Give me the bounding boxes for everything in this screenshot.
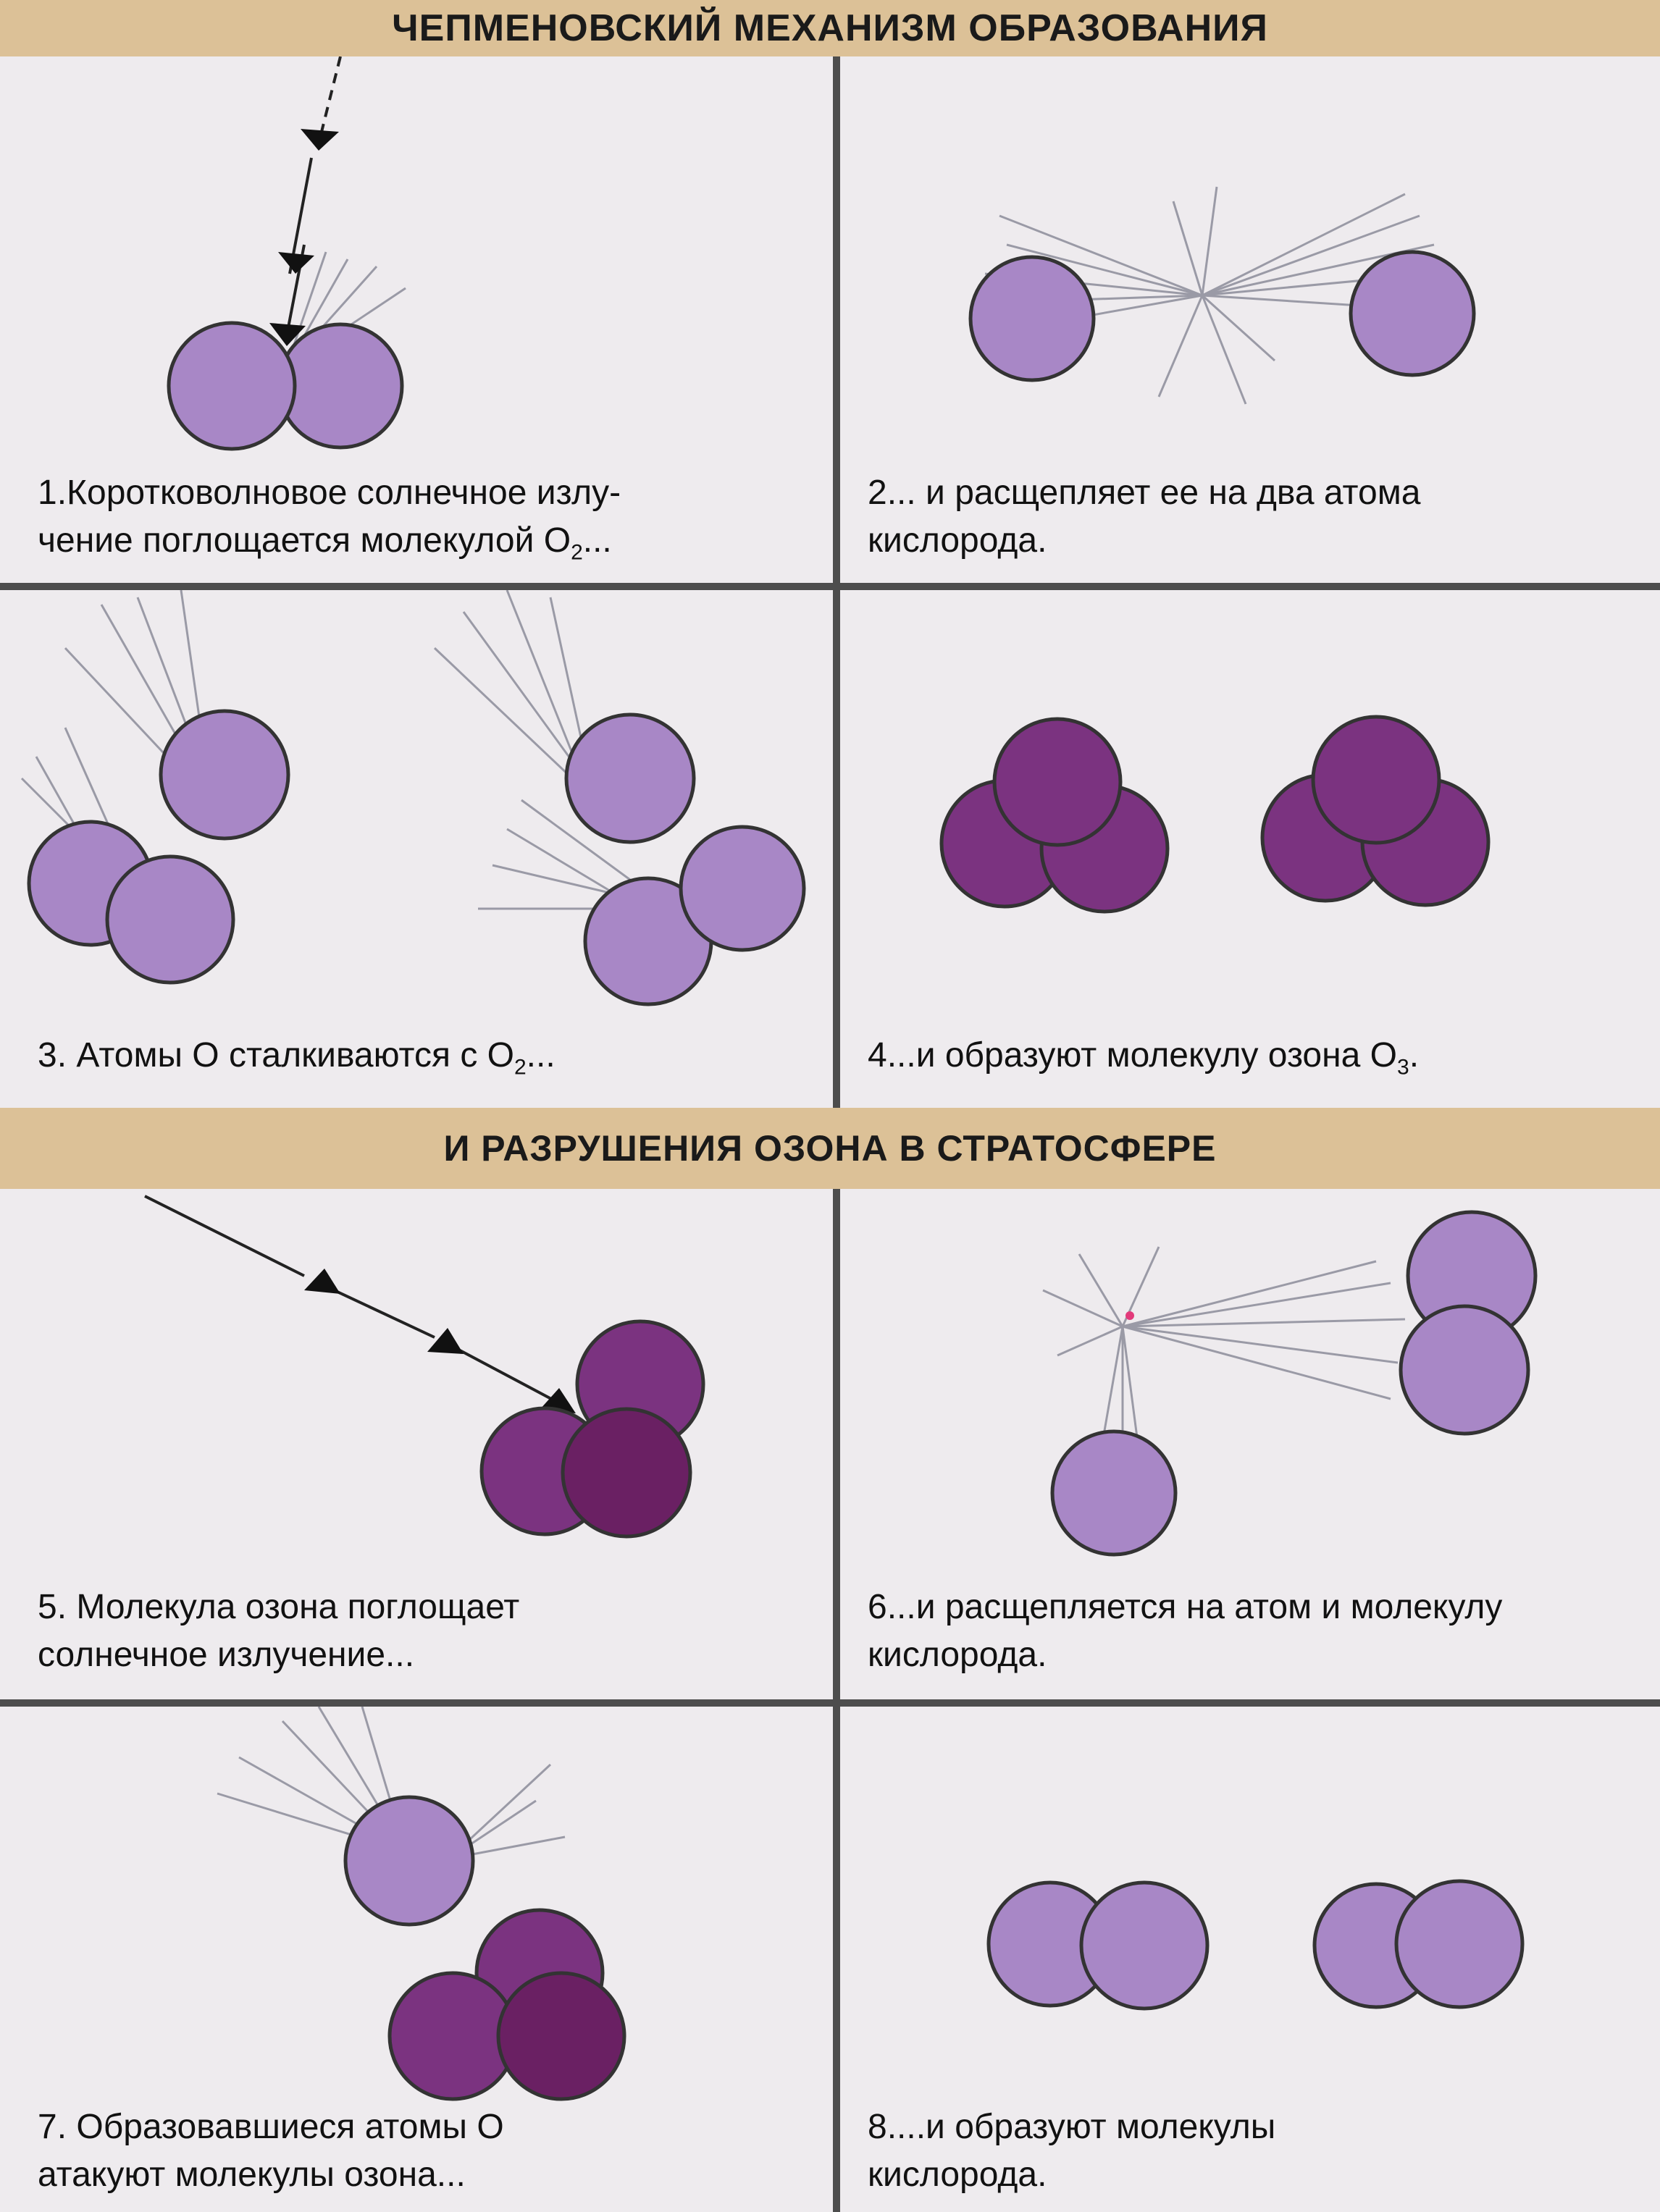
panel-step-8 (840, 1707, 1660, 2212)
caption-step-3-text: 3. Атомы О сталкиваются с O (38, 1036, 514, 1075)
caption-step-3 (38, 1032, 818, 1092)
caption-step-4-line1 (868, 1032, 1646, 1092)
caption-step-8-line1: 8....и образуют молекулы (868, 2108, 1276, 2146)
caption-step-5 (38, 1584, 818, 1679)
caption-step-1-line1: 1.Коротковолновое солнечное излу- (38, 474, 621, 512)
title-banner-top (0, 0, 1660, 56)
caption-step-8 (868, 2103, 1646, 2199)
panel-step-6 (840, 1189, 1660, 1699)
caption-step-6-line1: 6...и расщепляется на атом и молекулу (868, 1588, 1503, 1626)
title-top: ЧЕПМЕНОВСКИЙ МЕХАНИЗМ ОБРАЗОВАНИЯ (392, 7, 1268, 49)
caption-step-4 (868, 1032, 1646, 1092)
caption-step-7-line2: атакуют молекулы озона... (38, 2156, 466, 2194)
caption-step-4-period: . (1409, 1036, 1420, 1075)
caption-step-7 (38, 2103, 818, 2199)
horizontal-divider-2 (0, 1699, 1660, 1707)
vertical-divider-top (833, 56, 840, 1108)
caption-step-1-text: чение поглощается молекулой O (38, 521, 571, 560)
panel-step-1 (0, 56, 833, 583)
panel-step-7 (0, 1707, 833, 2212)
caption-step-6-line2: кислорода. (868, 1636, 1047, 1674)
panel-step-4 (840, 590, 1660, 1108)
title-middle: И РАЗРУШЕНИЯ ОЗОНА В СТРАТОСФЕРЕ (443, 1128, 1217, 1169)
caption-step-8-line2: кислорода. (868, 2156, 1047, 2194)
caption-step-4-text: 4...и образуют молекулу озона O (868, 1036, 1397, 1075)
caption-step-1-ellipsis: ... (582, 521, 612, 560)
caption-step-2-line1: 2... и расщепляет ее на два атома (868, 474, 1421, 512)
step-3-illustration (0, 590, 833, 1108)
caption-step-3-subscript: 2 (513, 1055, 527, 1080)
caption-step-3-line1 (38, 1032, 818, 1092)
caption-step-1 (38, 469, 818, 577)
caption-step-3-ellipsis: ... (526, 1036, 556, 1075)
panel-step-5 (0, 1189, 833, 1699)
panel-step-2 (840, 56, 1660, 583)
title-banner-middle (0, 1108, 1660, 1189)
caption-step-5-line1: 5. Молекула озона поглощает (38, 1588, 520, 1626)
step-4-illustration (840, 590, 1660, 1108)
caption-step-4-subscript: 3 (1397, 1055, 1409, 1080)
caption-step-2 (868, 469, 1646, 565)
caption-step-2-line2: кислорода. (868, 521, 1047, 560)
caption-step-6 (868, 1584, 1646, 1679)
caption-step-5-line2: солнечное излучение... (38, 1636, 415, 1674)
panel-step-3 (0, 590, 833, 1108)
caption-step-1-line2 (38, 517, 818, 577)
caption-step-7-line1: 7. Образовавшиеся атомы О (38, 2108, 504, 2146)
horizontal-divider-1 (0, 583, 1660, 590)
caption-step-1-subscript: 2 (571, 540, 583, 565)
